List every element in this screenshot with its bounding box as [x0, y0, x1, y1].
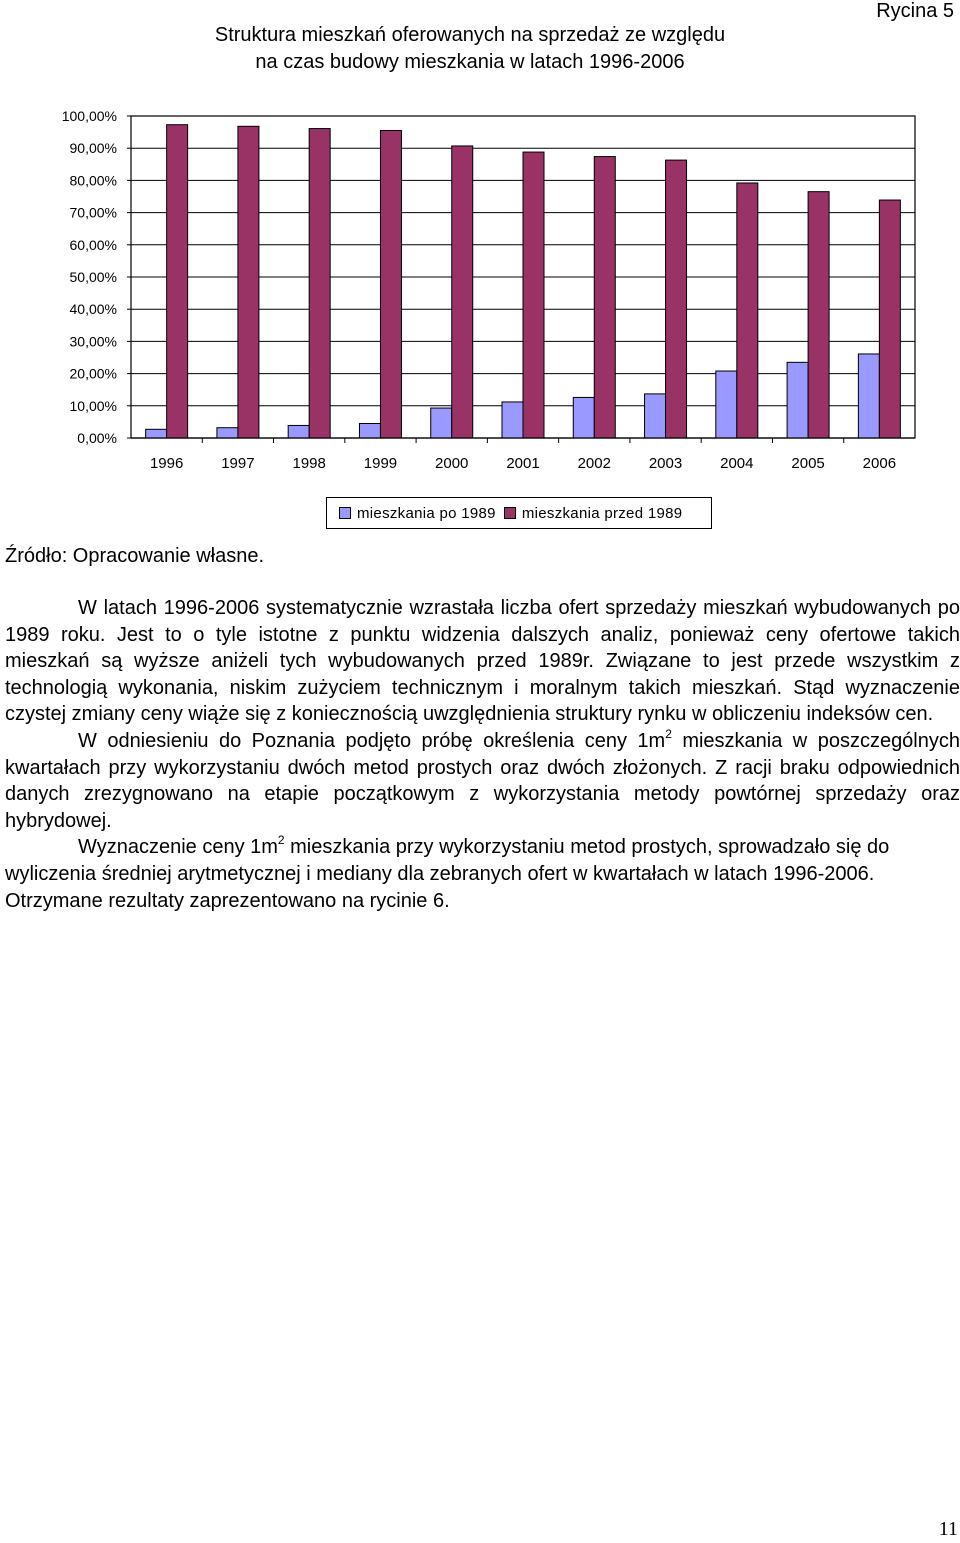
bar-after-1989 — [217, 428, 238, 438]
paragraph-2-start: W odniesieniu do Poznania podjęto próbę określenia ceny 1m — [78, 729, 666, 752]
figure-label: Rycina 5 — [876, 0, 954, 22]
bar-chart — [0, 95, 960, 480]
x-tick-label: 2002 — [577, 455, 611, 472]
x-tick-label: 2003 — [648, 455, 683, 472]
y-tick-label: 20,00% — [69, 365, 117, 382]
y-tick-label: 100,00% — [61, 108, 117, 124]
y-tick-label: 90,00% — [69, 140, 117, 157]
bar-after-1989 — [502, 402, 523, 438]
bar-after-1989 — [359, 424, 380, 438]
chart-title-line-2: na czas budowy mieszkania w latach 1996-2006 — [255, 51, 685, 73]
bar-before-1989 — [879, 200, 900, 438]
x-tick-label: 1996 — [149, 455, 184, 472]
bar-after-1989 — [573, 397, 594, 438]
y-tick-label: 80,00% — [69, 172, 117, 189]
y-tick-label: 70,00% — [69, 204, 117, 221]
bar-after-1989 — [431, 408, 452, 438]
y-tick-label: 30,00% — [69, 333, 117, 350]
legend-label-before-1989: mieszkania przed 1989 — [521, 504, 683, 522]
y-tick-label: 10,00% — [69, 397, 117, 414]
bar-before-1989 — [523, 152, 544, 438]
bar-before-1989 — [167, 125, 188, 438]
legend-swatch-after-1989 — [339, 507, 351, 519]
legend-label-after-1989: mieszkania po 1989 — [357, 504, 496, 522]
bar-before-1989 — [309, 129, 330, 438]
bar-before-1989 — [737, 183, 758, 438]
bar-before-1989 — [380, 130, 401, 438]
paragraph-3 — [5, 834, 960, 914]
x-tick-label: 2000 — [435, 455, 469, 472]
y-tick-label: 0,00% — [77, 430, 117, 446]
x-tick-label: 1999 — [363, 455, 398, 472]
x-tick-label: 2006 — [862, 455, 897, 472]
chart-title — [150, 22, 790, 76]
y-tick-label: 60,00% — [69, 236, 117, 253]
page-number: 11 — [938, 1518, 958, 1540]
bar-after-1989 — [645, 394, 666, 438]
source-note: Źródło: Opracowanie własne. — [5, 545, 265, 567]
x-tick-label: 1998 — [292, 455, 326, 472]
paragraph-2 — [5, 728, 960, 834]
bar-before-1989 — [808, 192, 829, 438]
bar-after-1989 — [787, 362, 808, 438]
legend-swatch-before-1989 — [504, 507, 516, 519]
bar-after-1989 — [858, 354, 879, 438]
y-tick-label: 50,00% — [69, 269, 117, 285]
bar-after-1989 — [716, 371, 737, 438]
paragraph-1: W latach 1996-2006 systematycznie wzrastała liczba ofert sprzedaży mieszkań wybudowanych po 1989 roku. Jest to o tyle istotne z punktu widzenia dalszych analiz, ponieważ ceny ofertowe takich mieszkań są wyższe aniżeli tych wybudowanych przed 1989r. Związane to jest przede wszystkim z technologią wykonania, niskim zużyciem technicznym i moralnym takich mieszkań. Stąd wyznaczenie czystej zmiany ceny wiąże się z koniecznością uwzględnienia struktury rynku w obliczeniu indeksów cen. — [5, 597, 960, 726]
bar-before-1989 — [238, 126, 259, 438]
superscript: 2 — [665, 726, 672, 741]
bar-after-1989 — [146, 429, 167, 438]
x-tick-label: 1997 — [221, 455, 255, 472]
paragraph-3-end: mieszkania przy wykorzystaniu metod prostych, sprowadzało się do wyliczenia średniej arytmetycznej i mediany dla zebranych ofert w kwartałach w latach 1996-2006. Otrzymane rezultaty zaprezentowano na rycinie 6. — [5, 836, 890, 912]
bar-after-1989 — [288, 425, 309, 438]
bar-before-1989 — [666, 160, 687, 438]
legend-item-after-1989 — [339, 505, 496, 522]
body-text — [5, 595, 960, 914]
x-tick-label: 2005 — [791, 455, 825, 472]
superscript: 2 — [277, 833, 285, 848]
y-tick-label: 40,00% — [69, 301, 117, 318]
chart-title-line-1: Struktura mieszkań oferowanych na sprzedaż ze względu — [214, 24, 726, 46]
x-tick-label: 2004 — [720, 455, 754, 472]
x-tick-label: 2001 — [506, 455, 540, 472]
paragraph-2-end: mieszkania w poszczególnych kwartałach przy wykorzystaniu dwóch metod prostych oraz dwóch złożonych. Z racji braku odpowiednich danych zrezygnowano na etapie początkowym z wykorzystania metody powtórnej sprzedaży oraz hybrydowej. — [5, 729, 960, 832]
bar-before-1989 — [452, 146, 473, 438]
bar-before-1989 — [594, 157, 615, 438]
chart-legend — [326, 497, 712, 529]
legend-item-before-1989 — [504, 505, 683, 522]
paragraph-3-start: Wyznaczenie ceny 1m — [78, 836, 278, 859]
